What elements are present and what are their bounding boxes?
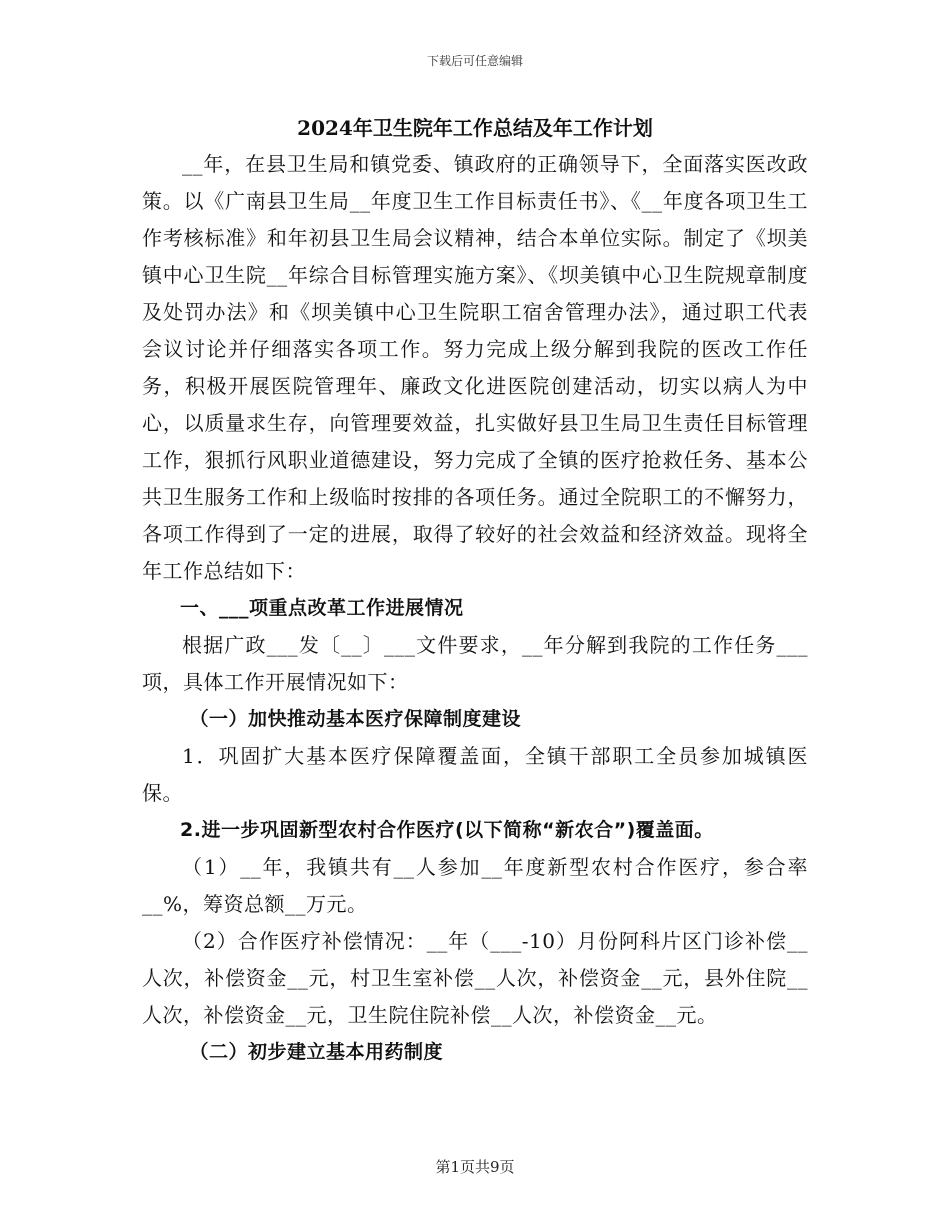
intro-paragraph: __年，在县卫生局和镇党委、镇政府的正确领导下，全面落实医改政策。以《广南县卫生局__年度卫生工作目标责任书》、《__年度各项卫生工作考核标准》和年初县卫生局会议精神，结合本单位实际。制定了《坝美镇中心卫生院__年综合目标管理实施方案》、《坝美镇中心卫生院规章制度及处罚办法》和《坝美镇中心卫生院职工宿舍管理办法》，通过职工代表会议讨论并仔细落实各项工作。努力完成上级分解到我院的医改工作任务，积极开展医院管理年、廉政文化进医院创建活动，切实以病人为中心，以质量求生存，向管理要效益，扎实做好县卫生局卫生责任目标管理工作，狠抓行风职业道德建设，努力完成了全镇的医疗抢救任务、基本公共卫生服务工作和上级临时按排的各项任务。通过全院职工的不懈努力，各项工作得到了一定的进展，取得了较好的社会效益和经济效益。现将全年工作总结如下： <box>142 152 808 583</box>
subsection-heading-1: （一）加快推动基本医疗保障制度建设 <box>189 708 522 730</box>
subsection-heading-2: （二）初步建立基本用药制度 <box>189 1041 444 1063</box>
item-2-2-paragraph: （2）合作医疗补偿情况：__年（___-10）月份阿科片区门诊补偿__人次，补偿资金__元，村卫生室补偿__人次，补偿资金__元，县外住院__人次，补偿资金__元，卫生院住院补偿__人次，补偿资金__元。 <box>142 929 808 1027</box>
section-heading-1: 一、___项重点改革工作进展情况 <box>180 597 464 619</box>
page-footer: 第1页共9页 <box>435 1158 515 1176</box>
item-2-heading: 2.进一步巩固新型农村合作医疗(以下简称“新农合”)覆盖面。 <box>180 819 714 841</box>
page-header: 下载后可任意编辑 <box>426 54 523 68</box>
document-body <box>142 110 808 1071</box>
document-title: 2024年卫生院年工作总结及年工作计划 <box>297 116 653 140</box>
section1-paragraph: 根据广政___发〔__〕___文件要求，__年分解到我院的工作任务___项，具体工作开展情况如下： <box>142 633 808 694</box>
item-2-1-paragraph: （1）__年，我镇共有__人参加__年度新型农村合作医疗，参合率__%，筹资总额__万元。 <box>142 855 808 916</box>
item-1-paragraph: 1．巩固扩大基本医疗保障覆盖面，全镇干部职工全员参加城镇医保。 <box>142 744 808 805</box>
